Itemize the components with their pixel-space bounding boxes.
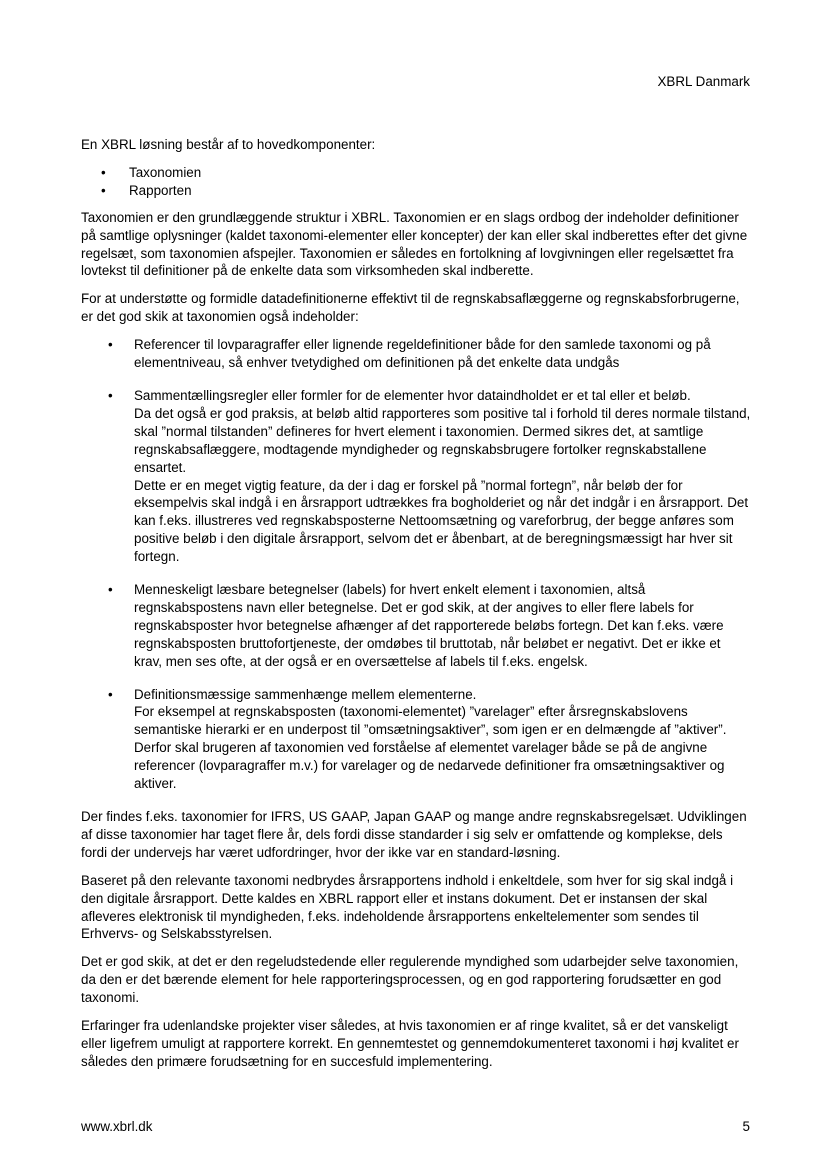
list-item: • Taxonomien	[81, 164, 751, 182]
body-paragraph: Der findes f.eks. taxonomier for IFRS, US GAAP, Japan GAAP og mange andre regnskabsregelsæt. Udviklingen af disse taxonomier har taget flere år, dels fordi disse standarder i sig selv er omfattende og komplekse, dels fordi der undervejs har været udfordringer, hvor der ikke var en standard-løsning.	[81, 809, 747, 860]
list-item-text: • Sammentællingsregler eller formler for de elementer hvor dataindholdet er et tal eller et beløb.	[134, 387, 691, 403]
list-item-text: • Menneskeligt læsbare betegnelser (labels) for hvert enkelt element i taxonomien, altså regnskabspostens navn eller betegnelse. Det er god skik, at der angives to eller flere labels for regnskabsposter hvor betegnelse afhænger af det rapporterede beløbs fortegn. Det kan f.eks. være regnskabsposten bruttofortjeneste, der omdøbes til bruttotab, når beløbet er negativt. Det er ikke et krav, men ses ofte, at der også er en oversættelse af labels til f.eks. engelsk.	[134, 582, 724, 669]
list-item	[81, 581, 751, 671]
body-paragraph: Det er god skik, at det er den regeludstedende eller regulerende myndighed som udarbejder selve taxonomien, da den er det bærende element for hele rapporteringsprocessen, og en god rapportering forudsætter en god taxonomi.	[81, 954, 739, 1006]
intro-text: En XBRL løsning består af to hovedkomponenter:	[81, 137, 376, 152]
list-item-text: • Referencer til lovparagraffer eller lignende regeldefinitioner både for den samlede taxonomi og på elementniveau, så enhver tvetydighed om definitionen på det enkelte data undgås	[134, 337, 711, 371]
footer-url: www.xbrl.dk	[81, 1119, 153, 1134]
list-item-text: Da det også er god praksis, at beløb altid rapporteres som positive tal i forhold til deres normale tilstand, skal ”normal tilstanden” defineres for hvert element i taxonomien. Dermed sikres det, at samtlige regnskabsaflæggere, modtagende myndigheder og regnskabsbrugere fortolker regnskabstallene ensartet.	[134, 405, 751, 475]
list-item	[81, 387, 751, 566]
list-item-text: For eksempel at regnskabsposten (taxonomi-elementet) ”varelager” efter årsregnskabslovens semantiske hierarki er en underpost til ”omsætningsaktiver”, som igen er en delmængde af ”aktiver”. Derfor skal brugeren af taxonomien ved forståelse af elementet varelager både se på de angivne referencer (lovparagraffer m.v.) for varelager og de nedarvede definitioner fra omsætningsaktiver og aktiver.	[134, 704, 727, 792]
list-item-text: Dette er en meget vigtig feature, da der i dag er forskel på ”normal fortegn”, når beløb der for eksempelvis skal indgå i en årsrapport udtrækkes fra bogholderiet og når det indgår i en årsrapport. Det kan f.eks. illustreres ved regnskabsposterne Nettoomsætning og vareforbrug, der begge anføres som positive beløb i den digitale årsrapport, selvom det er åbenbart, at de beregningsmæssigt har hver sit fortegn.	[134, 477, 749, 565]
document-body	[81, 136, 751, 1081]
list-item-text: • Definitionsmæssige sammenhænge mellem elementerne.	[134, 686, 477, 702]
list-item: • Rapporten	[81, 182, 751, 200]
support-paragraph: For at understøtte og formidle datadefinitionerne effektivt til de regnskabsaflæggerne og regnskabsforbrugerne, er det god skik at taxonomien også indeholder:	[81, 291, 740, 325]
feature-list	[81, 336, 751, 793]
taxonomy-paragraph: Taxonomien er den grundlæggende struktur i XBRL. Taxonomien er en slags ordbog der indeholder definitioner på samtlige oplysninger (kaldet taxonomi-elementer eller koncepter) der kan eller skal indberettes efter det givne regelsæt, som taxonomien afspejler. Taxonomien er således en fortolkning af lovgivningen eller regelsættet fra lovtekst til definitioner på de enkelte data som virksomheden skal indberette.	[81, 209, 748, 279]
page-header-title: XBRL Danmark	[657, 74, 750, 89]
list-item	[81, 336, 751, 372]
body-paragraph: Erfaringer fra udenlandske projekter viser således, at hvis taxonomien er af ringe kvalitet, så er det vanskeligt eller ligefrem umuligt at rapportere korrekt. En gennemtestet og gennemdokumenteret taxonomi i høj kvalitet er således den primære forudsætning for en succesfuld implementering.	[81, 1018, 739, 1069]
page-number: 5	[742, 1119, 750, 1134]
list-item	[81, 686, 751, 793]
component-list	[81, 164, 751, 200]
body-paragraph: Baseret på den relevante taxonomi nedbrydes årsrapportens indhold i enkeltdele, som hver for sig skal indgå i den digitale årsrapport. Dette kaldes en XBRL rapport eller et instans dokument. Det er instansen der skal afleveres elektronisk til myndigheden, f.eks. indeholdende årsrapportens enkeltelementer som sendes til Erhvervs- og Selskabsstyrelsen.	[81, 872, 734, 942]
